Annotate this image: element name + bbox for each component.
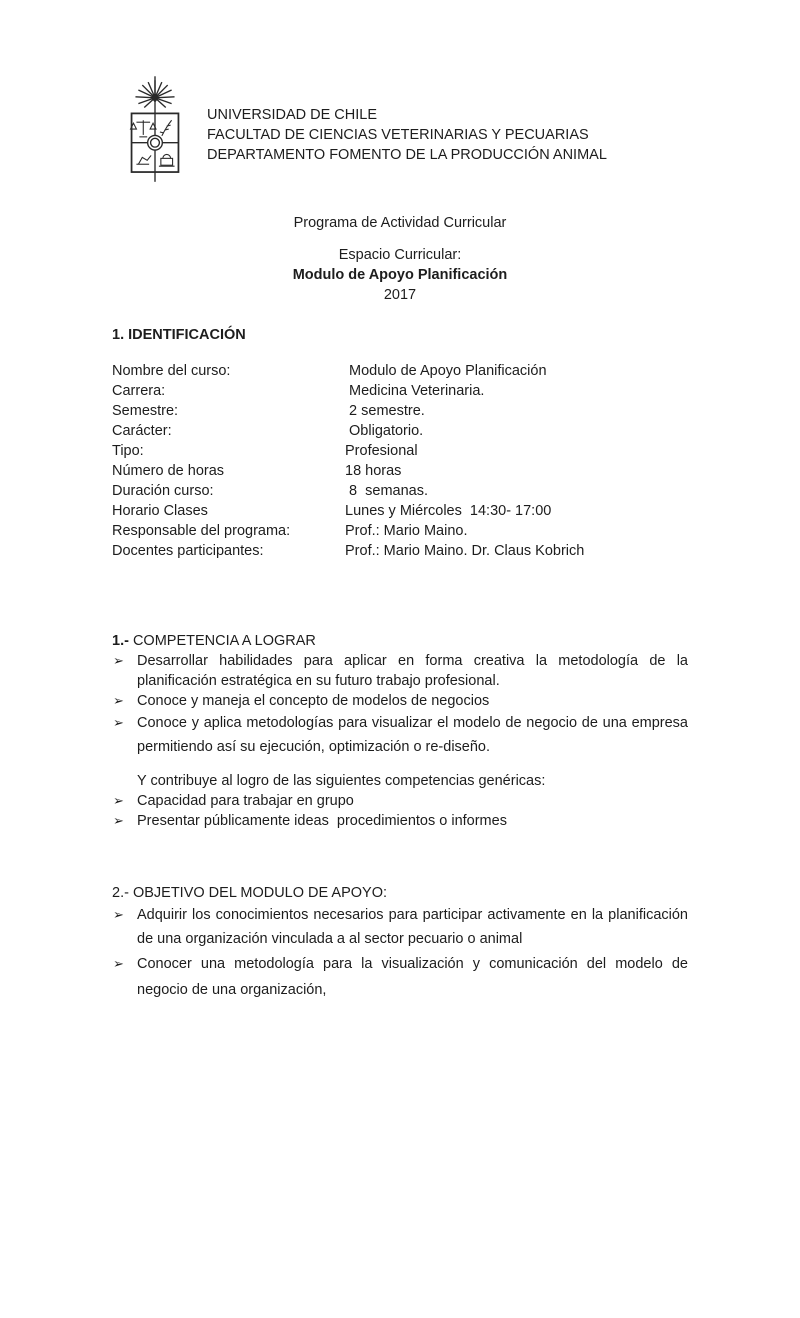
university-crest-icon xyxy=(112,75,198,187)
row-label: Carácter: xyxy=(112,423,172,439)
list-item-text: Conoce y aplica metodologías para visualizar el modelo de negocio de una empresa permitiendo así su ejecución, optimización o re-diseño. xyxy=(137,715,688,755)
arrow-bullet-icon: ➢ xyxy=(113,693,124,708)
row-label: Horario Clases xyxy=(112,503,208,519)
list-item xyxy=(112,651,688,691)
arrow-bullet-icon: ➢ xyxy=(113,715,124,730)
competencia-list xyxy=(112,651,688,759)
row-label: Nombre del curso: xyxy=(112,363,231,379)
table-row xyxy=(112,401,688,421)
table-row xyxy=(112,541,688,561)
table-row xyxy=(112,461,688,481)
year: 2017 xyxy=(383,287,417,303)
row-label: Carrera: xyxy=(112,383,166,399)
row-value: Obligatorio. xyxy=(345,423,424,439)
objetivo-list xyxy=(112,903,688,1003)
list-item-text: Desarrollar habilidades para aplicar en forma creativa la metodología de la planificación estratégica en su futuro trabajo profesional. xyxy=(137,653,688,689)
row-label: Responsable del programa: xyxy=(112,523,291,539)
institution-block xyxy=(207,105,607,165)
row-label: Tipo: xyxy=(112,443,144,459)
row-label: Duración curso: xyxy=(112,483,214,499)
generic-competencies-intro: Y contribuye al logro de las siguientes competencias genéricas: xyxy=(137,773,546,789)
row-label: Docentes participantes: xyxy=(112,543,264,559)
list-item-text: Capacidad para trabajar en grupo xyxy=(137,793,354,809)
row-value: Profesional xyxy=(345,443,418,459)
table-row xyxy=(112,361,688,381)
competencia-heading xyxy=(112,631,688,651)
document-content xyxy=(112,75,688,1003)
identification-table xyxy=(112,361,688,561)
row-label: Semestre: xyxy=(112,403,179,419)
arrow-bullet-icon: ➢ xyxy=(113,813,124,828)
row-value: Prof.: Mario Maino. Dr. Claus Kobrich xyxy=(345,543,585,559)
list-item xyxy=(112,711,688,759)
list-item xyxy=(112,903,688,951)
arrow-bullet-icon: ➢ xyxy=(113,907,124,922)
competencia-heading-number: 1.- xyxy=(112,633,129,649)
list-item-text: Conoce y maneja el concepto de modelos de negocios xyxy=(137,693,490,709)
list-item xyxy=(112,691,688,711)
university-name: UNIVERSIDAD DE CHILE xyxy=(207,107,378,123)
space-label: Espacio Curricular: xyxy=(338,247,462,263)
module-name: Modulo de Apoyo Planificación xyxy=(292,267,508,283)
competencia-heading-text: COMPETENCIA A LOGRAR xyxy=(132,633,316,649)
list-item xyxy=(112,791,688,811)
table-row xyxy=(112,421,688,441)
identification-heading: 1. IDENTIFICACIÓN xyxy=(112,327,246,343)
faculty-name: FACULTAD DE CIENCIAS VETERINARIAS Y PECUARIAS xyxy=(207,127,589,143)
row-value: Lunes y Miércoles 14:30- 17:00 xyxy=(345,503,552,519)
row-value: Modulo de Apoyo Planificación xyxy=(345,363,547,379)
row-value: Medicina Veterinaria. xyxy=(345,383,485,399)
arrow-bullet-icon: ➢ xyxy=(113,653,124,668)
arrow-bullet-icon: ➢ xyxy=(113,956,124,971)
arrow-bullet-icon: ➢ xyxy=(113,793,124,808)
table-row xyxy=(112,481,688,501)
list-item xyxy=(112,811,688,831)
row-value: 18 horas xyxy=(345,463,402,479)
generic-competencies-list xyxy=(112,791,688,831)
program-title: Programa de Actividad Curricular xyxy=(293,215,507,231)
list-item-text: Conocer una metodología para la visualización y comunicación del modelo de negocio de una organización, xyxy=(137,956,688,998)
list-item-text: Presentar públicamente ideas procedimientos o informes xyxy=(137,813,507,829)
row-value: 8 semanas. xyxy=(345,483,429,499)
list-item xyxy=(112,951,688,1003)
objetivo-heading: 2.- OBJETIVO DEL MODULO DE APOYO: xyxy=(112,885,388,901)
table-row xyxy=(112,521,688,541)
row-value: 2 semestre. xyxy=(345,403,425,419)
table-row xyxy=(112,381,688,401)
department-name: DEPARTAMENTO FOMENTO DE LA PRODUCCIÓN ANIMAL xyxy=(207,147,607,163)
list-item-text: Adquirir los conocimientos necesarios para participar activamente en la planificación de una organización vinculada a al sector pecuario o animal xyxy=(137,907,688,947)
table-row xyxy=(112,441,688,461)
document-header xyxy=(112,75,688,187)
row-label: Número de horas xyxy=(112,463,225,479)
row-value: Prof.: Mario Maino. xyxy=(345,523,468,539)
table-row xyxy=(112,501,688,521)
